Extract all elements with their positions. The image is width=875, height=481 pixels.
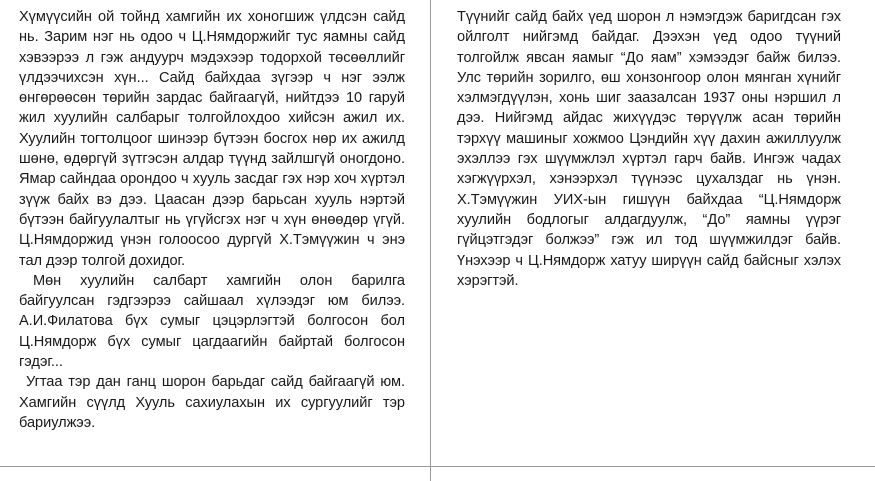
column-divider — [430, 0, 431, 481]
left-text-column — [19, 7, 405, 433]
left-paragraph-3: Угтаа тэр дан ганц шорон барьдаг сайд байгаагүй юм. Хамгийн сүүлд Хууль сахиулахын их сургуулийг тэр бариулжээ. — [19, 374, 405, 431]
bottom-rule — [0, 466, 875, 467]
right-text-column — [457, 7, 841, 291]
right-paragraph-1: Түүнийг сайд байх үед шорон л нэмэгдэж баригдсан гэх ойлголт нийгэмд байдаг. Дээхэн үед одоо түүний толгойлж явсан яамыг “До яам” хэмээдэг байж билээ. Улс төрийн зорилго, өш хонзонгоор олон мянган хүнийг хэлмэгдүүлэн, хонь шиг заазалсан 1937 оны нэршил л дээ. Нийгэмд айдас жихүүдэс төрүүлж асан төрийн тэрхүү машиныг хожмоо Цэндийн хүү дахин ажиллуулж эхэллээ гэх шүүмжлэл хүртэл гарч байв. Ингэж чадах хэгжүүрхэл, хэнээрхэл түүнээс цухалздаг нь үнэн. Х.Тэмүүжин УИХ-ын гишүүн байхдаа “Ц.Нямдорж хуулийн бодлогыг алдагдуулж, “До” яамны үүрэг гүйцэтгэдэг болжээ” гэж ил тод шүүмжилдэг байв. Үнэхээр ч Ц.Нямдорж хатуу ширүүн сайд байсныг хэлэх хэрэгтэй. — [457, 9, 841, 289]
left-paragraph-2: Мөн хуулийн салбарт хамгийн олон барилга байгуулсан гэдгээрээ сайшаал хүлээдэг юм билээ. А.И.Филатова бүх сумыг цэцэрлэгтэй болгосон бол Ц.Нямдорж бүх сумыг цагдаагийн байртай болгосон гэдэг... — [19, 272, 405, 371]
left-paragraph-1: Хүмүүсийн ой тойнд хамгийн их хоногшиж үлдсэн сайд нь. Зарим нэг нь одоо ч Ц.Нямдоржийг тус яамны сайд хэвээрээ л гэж андуурч мэдэхээр тодорхой төсөөллийг үлдээчихсэн хүн... Сайд байхдаа зүгээр ч нэг ээлж өнгөрөөсөн төрийн зардас байгаагүй, нийтдээ 10 гаруй жил хуулийн салбарыг толгойлохдоо хийсэн ажил их. Хуулийн тогтолцоог шинээр бүтээн босгох нөр их ажилд шөнө, өдөргүй зүтгэсэн алдар түүнд зайлшгүй оногдоно. Ямар сайндаа орондоо ч хууль засдаг гэх нэр хоч хүртэл зүүж байх вэ дээ. Цаасан дээр барьсан хууль нэртэй бүтээн байгуулалтыг нь үгүйсгэх нэг ч хүн өнөөдөр үгүй. Ц.Нямдоржид үнэн голоосоо дургүй Х.Тэмүүжин ч энэ тал дээр толгой дохидог. — [19, 9, 405, 269]
